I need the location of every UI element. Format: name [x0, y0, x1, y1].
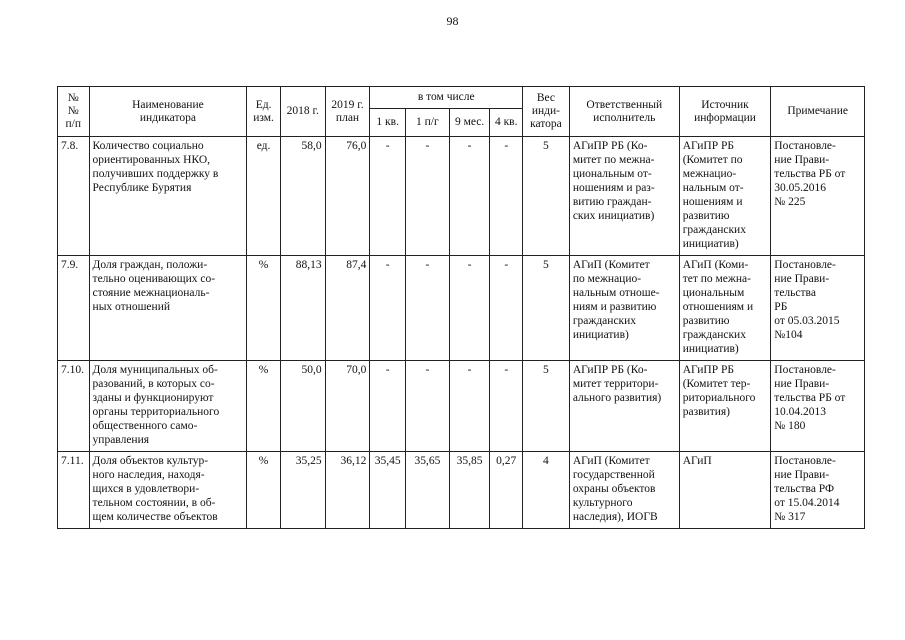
header-9m: 9 мес.	[449, 109, 490, 137]
table-row	[58, 361, 865, 452]
cell-2019: 76,0	[325, 137, 370, 256]
header-unit: Ед. изм.	[247, 87, 281, 137]
indicators-table	[57, 86, 865, 529]
table-row	[58, 452, 865, 529]
cell-name: Количество социально ориентированных НКО, получивших поддержку в Республике Бурятия	[89, 137, 247, 256]
header-2019: 2019 г. план	[325, 87, 370, 137]
cell-note: Постановле- ние Прави- тельства РФ от 15.04.2014 № 317	[771, 452, 865, 529]
table-row	[58, 256, 865, 361]
cell-2019: 87,4	[325, 256, 370, 361]
cell-note: Постановле- ние Прави- тельства РБ от 05.03.2015 №104	[771, 256, 865, 361]
cell-unit: ед.	[247, 137, 281, 256]
header-2018: 2018 г.	[280, 87, 325, 137]
cell-9m: -	[449, 361, 490, 452]
cell-weight: 5	[523, 361, 570, 452]
table-row	[58, 137, 865, 256]
cell-2018: 35,25	[280, 452, 325, 529]
cell-name: Доля граждан, положи- тельно оценивающих со- стояние межнациональ- ных отношений	[89, 256, 247, 361]
page-number: 98	[446, 14, 459, 28]
header-h1: 1 п/г	[406, 109, 450, 137]
header-weight: Вес инди- катора	[523, 87, 570, 137]
cell-source: АГиП	[679, 452, 771, 529]
header-q4: 4 кв.	[490, 109, 523, 137]
cell-weight: 4	[523, 452, 570, 529]
table-body	[58, 137, 865, 529]
cell-2019: 70,0	[325, 361, 370, 452]
cell-q1: -	[370, 256, 406, 361]
cell-q1: 35,45	[370, 452, 406, 529]
cell-h1: -	[406, 361, 450, 452]
cell-note: Постановле- ние Прави- тельства РБ от 10.04.2013 № 180	[771, 361, 865, 452]
cell-responsible: АГиП (Комитет государственной охраны объектов культурного наследия), ИОГВ	[569, 452, 679, 529]
cell-num: 7.11.	[58, 452, 90, 529]
cell-unit: %	[247, 452, 281, 529]
cell-unit: %	[247, 361, 281, 452]
cell-num: 7.9.	[58, 256, 90, 361]
header-including: в том числе	[370, 87, 523, 109]
cell-2018: 88,13	[280, 256, 325, 361]
cell-weight: 5	[523, 137, 570, 256]
cell-num: 7.10.	[58, 361, 90, 452]
cell-unit: %	[247, 256, 281, 361]
cell-source: АГиПР РБ (Комитет тер- риториального развития)	[679, 361, 771, 452]
cell-source: АГиПР РБ (Комитет по межнацио- нальным от- ношениям и развитию гражданских инициатив)	[679, 137, 771, 256]
cell-source: АГиП (Коми- тет по межна- циональным отношениям и развитию гражданских инициатив)	[679, 256, 771, 361]
header-responsible: Ответственный исполнитель	[569, 87, 679, 137]
cell-q1: -	[370, 137, 406, 256]
header-num: № № п/п	[58, 87, 90, 137]
cell-name: Доля объектов культур- ного наследия, находя- щихся в удовлетвори- тельном состоянии, в об- щем количестве объектов	[89, 452, 247, 529]
cell-9m: -	[449, 256, 490, 361]
cell-9m: 35,85	[449, 452, 490, 529]
cell-responsible: АГиП (Комитет по межнацио- нальным отноше- ниям и развитию гражданских инициатив)	[569, 256, 679, 361]
cell-q1: -	[370, 361, 406, 452]
cell-h1: -	[406, 256, 450, 361]
cell-responsible: АГиПР РБ (Ко- митет по межна- циональным от- ношениям и раз- витию граждан- ских инициатив)	[569, 137, 679, 256]
cell-h1: 35,65	[406, 452, 450, 529]
cell-q4: -	[490, 137, 523, 256]
header-note: Примечание	[771, 87, 865, 137]
cell-2018: 58,0	[280, 137, 325, 256]
cell-2018: 50,0	[280, 361, 325, 452]
header-source: Источник информации	[679, 87, 771, 137]
header-name: Наименование индикатора	[89, 87, 247, 137]
cell-q4: 0,27	[490, 452, 523, 529]
cell-q4: -	[490, 361, 523, 452]
cell-responsible: АГиПР РБ (Ко- митет территори- ального развития)	[569, 361, 679, 452]
cell-weight: 5	[523, 256, 570, 361]
cell-2019: 36,12	[325, 452, 370, 529]
header-q1: 1 кв.	[370, 109, 406, 137]
cell-9m: -	[449, 137, 490, 256]
table-header	[58, 87, 865, 137]
cell-num: 7.8.	[58, 137, 90, 256]
cell-h1: -	[406, 137, 450, 256]
cell-q4: -	[490, 256, 523, 361]
cell-note: Постановле- ние Прави- тельства РБ от 30.05.2016 № 225	[771, 137, 865, 256]
cell-name: Доля муниципальных об- разований, в которых со- зданы и функционируют органы территориального общественного само- управления	[89, 361, 247, 452]
